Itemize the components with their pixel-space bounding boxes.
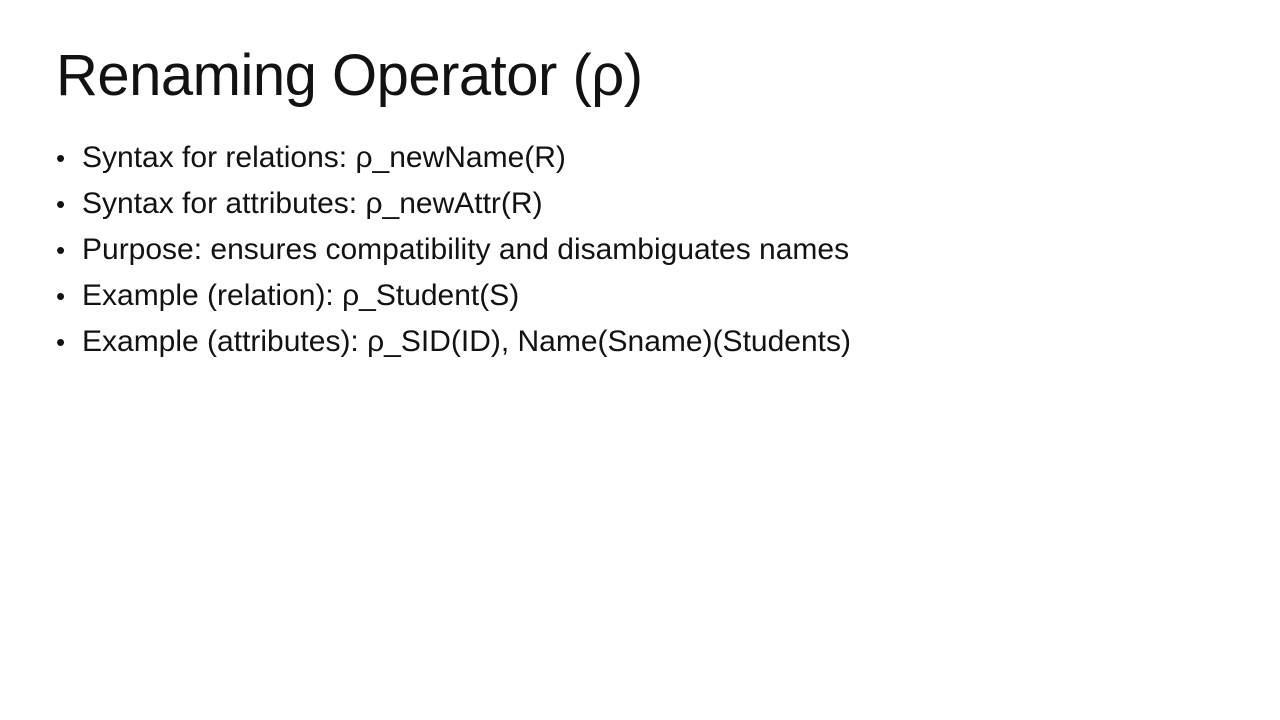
list-item-text: Example (relation): ρ_Student(S) xyxy=(82,278,520,312)
list-item xyxy=(56,135,1224,181)
list-item xyxy=(56,273,1224,319)
list-item-text: Syntax for relations: ρ_newName(R) xyxy=(82,140,566,174)
page-title: Renaming Operator (ρ) xyxy=(56,43,643,108)
list-item-text: Example (attributes): ρ_SID(ID), Name(Sname)(Students) xyxy=(82,324,851,358)
list-item xyxy=(56,227,1224,273)
bullet-list xyxy=(56,135,1224,365)
list-item-text: Purpose: ensures compatibility and disambiguates names xyxy=(82,232,850,266)
list-item-text: Syntax for attributes: ρ_newAttr(R) xyxy=(82,186,543,220)
list-item xyxy=(56,319,1224,365)
list-item xyxy=(56,181,1224,227)
bullet-point-icon: • xyxy=(56,280,66,311)
bullet-point-icon: • xyxy=(56,142,66,173)
bullet-point-icon: • xyxy=(56,234,66,265)
bullet-point-icon: • xyxy=(56,188,66,219)
bullet-point-icon: • xyxy=(56,326,66,357)
